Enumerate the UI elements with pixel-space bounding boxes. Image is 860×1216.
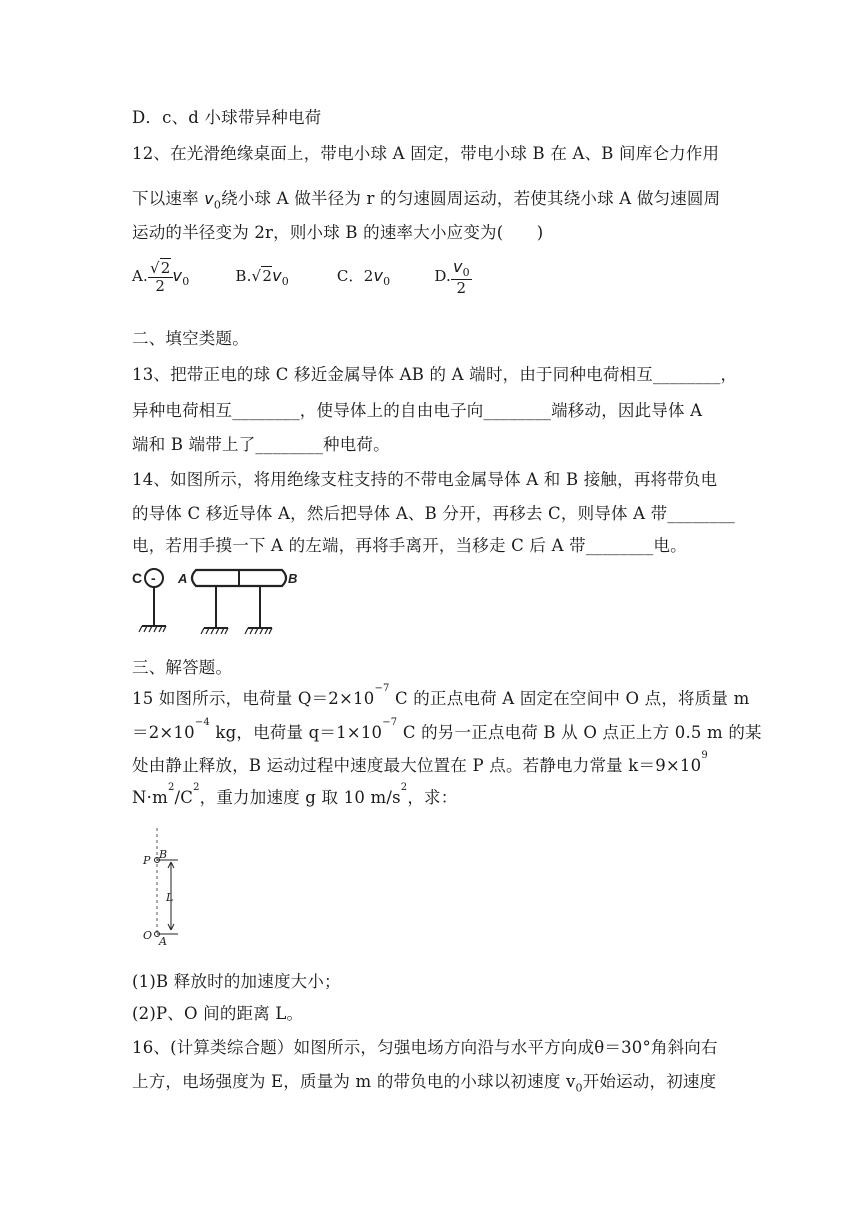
option-c <box>336 266 395 289</box>
q15-line4-mid: /C <box>174 788 194 807</box>
q13-line2: 异种电荷相互________，使导体上的自由电子向________端移动，因此导体 A <box>132 401 703 420</box>
q15-line4-post: ，求： <box>407 788 458 807</box>
figure-label-b: B <box>159 848 168 861</box>
q12-options <box>132 258 472 297</box>
option-b-sub: 0 <box>281 275 289 289</box>
q15-line4-mid2: ，重力加速度 g 取 10 m/s <box>199 788 401 807</box>
q16-v-sub: 0 <box>575 1081 583 1095</box>
figure-label-a: A <box>159 935 167 948</box>
q15-charge-figure <box>140 826 200 948</box>
sqrt-icon: √2 <box>150 259 171 278</box>
option-d-denominator: 2 <box>456 279 467 298</box>
q15-line1 <box>132 685 749 709</box>
option-b-v: v <box>272 266 282 286</box>
option-d-v: v <box>452 257 463 276</box>
q13-line3: 端和 B 端带上了________种电荷。 <box>132 435 390 454</box>
option-c-sub: 0 <box>383 275 391 289</box>
q14-line3: 电，若用手摸一下 A 的左端，再将手离开，当移走 C 后 A 带________电。 <box>132 536 687 555</box>
option-b-radicand: 2 <box>262 267 273 286</box>
q16-line2 <box>132 1068 716 1094</box>
q15-line4-pre: N·m <box>132 788 168 807</box>
option-b-label: B. <box>235 267 252 286</box>
section2-heading: 二、填空类题。 <box>132 329 249 348</box>
q12-line1: 12、在光滑绝缘桌面上，带电小球 A 固定，带电小球 B 在 A、B 间库仑力作用 <box>132 144 720 163</box>
q15-sub1: (1)B 释放时的加速度大小； <box>132 972 341 991</box>
option-a-radicand: 2 <box>160 259 171 278</box>
figure-label-p: P <box>143 854 151 867</box>
option-a-sub: 0 <box>182 275 190 289</box>
q15-exp1: −7 <box>374 683 390 694</box>
q15-exp7: 2 <box>400 782 408 793</box>
option-d <box>434 257 472 298</box>
figure-label-o: O <box>143 929 153 942</box>
q15-exp6: 2 <box>193 782 200 793</box>
q15-exp4: 9 <box>701 750 708 761</box>
option-a-denominator: 2 <box>155 276 166 295</box>
q12-line2-pre: 下以速率 <box>132 189 205 208</box>
option-a-fraction <box>148 260 173 294</box>
q15-line1-pre: 15 如图所示，电荷量 Q＝2×10 <box>132 689 375 708</box>
option-a-v: v <box>172 266 183 286</box>
q12-line2 <box>132 185 720 211</box>
q16-line2-post: 开始运动，初速度 <box>582 1072 717 1091</box>
figure-charge-minus: - <box>151 570 156 586</box>
q15-exp2: −4 <box>194 717 210 728</box>
option-c-v: v <box>373 266 384 286</box>
q15-exp3: −7 <box>382 717 398 728</box>
q11-option-d: D．c、d 小球带异种电荷 <box>132 108 322 127</box>
q14-conductor-figure <box>132 566 322 640</box>
q15-line2 <box>132 719 762 743</box>
option-d-fraction <box>451 258 472 297</box>
q12-line2-post: 绕小球 A 做半径为 r 的匀速圆周运动，若使其绕小球 A 做匀速圆周 <box>221 189 721 208</box>
sqrt-icon: √2 <box>251 267 273 286</box>
q15-line3-pre: 处由静止释放，B 运动过程中速度最大位置在 P 点。若静电力常量 k＝9×10 <box>132 756 702 775</box>
q15-line2-pre: ＝2×10 <box>132 723 195 742</box>
option-d-label: D. <box>434 267 451 286</box>
option-b <box>235 266 294 289</box>
q14-line2: 的导体 C 移近导体 A，然后把导体 A、B 分开，再移去 C，则导体 A 带________ <box>132 504 735 523</box>
figure-label-a: A <box>178 571 188 586</box>
q16-line1: 16、(计算类综合题）如图所示，匀强电场方向沿与水平方向成θ＝30°角斜向右 <box>132 1038 718 1057</box>
section3-heading: 三、解答题。 <box>132 658 233 677</box>
q15-line1-post: C 的正点电荷 A 固定在空间中 O 点，将质量 m <box>389 689 750 708</box>
q15-line4 <box>132 784 457 808</box>
option-d-sub: 0 <box>462 266 470 279</box>
q12-line3: 运动的半径变为 2r，则小球 B 的速率大小应变为( ) <box>132 223 544 242</box>
q15-line2-mid: kg，电荷量 q＝1×10 <box>209 723 383 742</box>
option-a <box>132 259 194 295</box>
q14-line1: 14、如图所示，将用绝缘支柱支持的不带电金属导体 A 和 B 接触，再将带负电 <box>132 470 718 489</box>
figure-label-l: L <box>166 891 174 904</box>
q16-line2-pre: 上方，电场强度为 E，质量为 m 的带负电的小球以初速度 v <box>132 1072 576 1091</box>
q13-line1: 13、把带正电的球 C 移近金属导体 AB 的 A 端时，由于同种电荷相互________， <box>132 365 738 384</box>
q15-sub2: (2)P、O 间的距离 L。 <box>132 1004 304 1023</box>
q12-v-subscript: 0 <box>213 198 222 212</box>
figure-label-b: B <box>288 571 298 586</box>
q15-exp5: 2 <box>167 782 175 793</box>
figure-label-c: C <box>132 570 143 586</box>
q15-line2-post: C 的另一正点电荷 B 从 O 点正上方 0.5 m 的某 <box>397 723 762 742</box>
option-a-label: A. <box>132 267 149 286</box>
option-c-label: C．2 <box>336 267 374 286</box>
q15-line3 <box>132 752 708 776</box>
q12-v-symbol: v <box>204 189 214 208</box>
